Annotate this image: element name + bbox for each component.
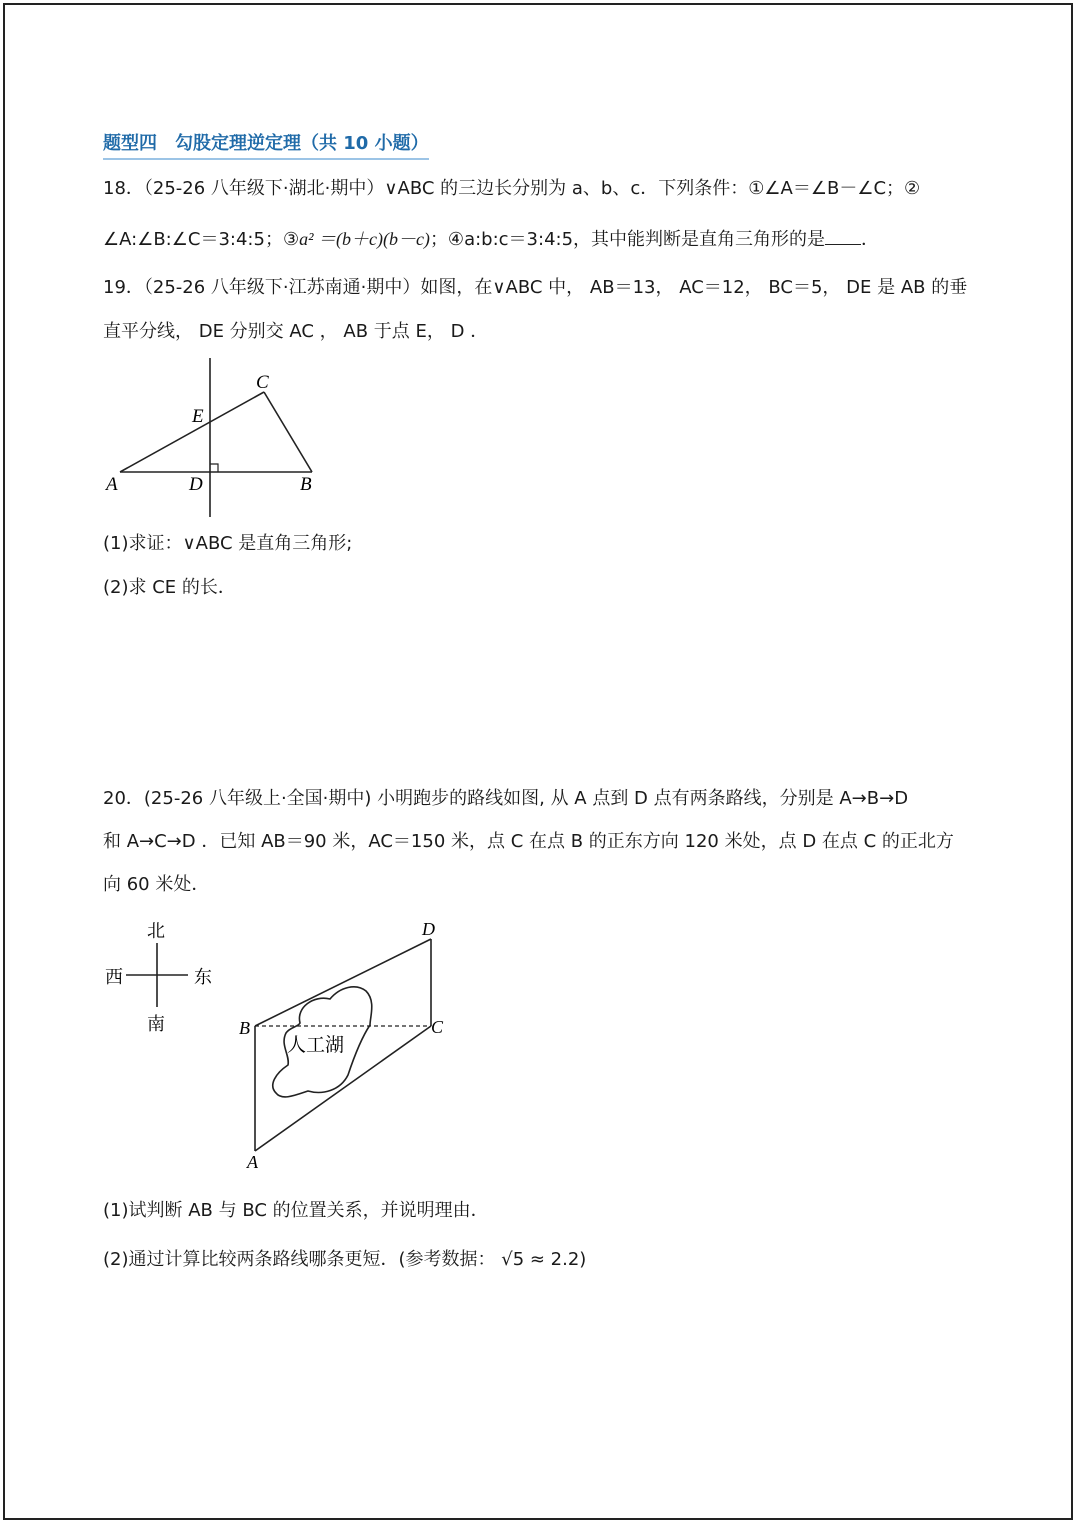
label-D: D: [189, 474, 203, 495]
compass-west-label: 西: [105, 967, 123, 987]
q20-line2: 和 A→C→D ．已知 AB＝90 米，AC＝150 米，点 C 在点 B 的正东方向 120 米处，点 D 在点 C 的正北方: [103, 831, 954, 852]
section-heading: 题型四 勾股定理逆定理（共 10 小题）: [103, 132, 429, 160]
q20-sub1: (1)试判断 AB 与 BC 的位置关系，并说明理由．: [103, 1200, 489, 1221]
ac-segment: [120, 392, 264, 472]
q18-formula: a² ＝(b＋c)(b－c): [299, 229, 430, 249]
q19-line2: 直平分线， DE 分别交 AC ， AB 于点 E， D ．: [103, 321, 489, 342]
right-angle-mark: [210, 464, 218, 472]
q20-line1: 20．(25-26 八年级上·全国·期中) 小明跑步的路线如图, 从 A 点到 D 点有两条路线，分别是 A→B→D: [103, 788, 909, 809]
q20-compass-figure: [100, 915, 220, 1040]
label-C: C: [256, 372, 269, 393]
label-B: B: [239, 1018, 250, 1038]
compass-south-label: 南: [147, 1014, 165, 1034]
q18-line2: [103, 226, 879, 252]
route-bd: [255, 939, 431, 1026]
compass-north-label: 北: [147, 921, 165, 941]
q19-line1: 19．（25-26 八年级下·江苏南通·期中）如图，在∨ABC 中， AB＝13， AC＝12， BC＝5， DE 是 AB 的垂: [103, 277, 968, 298]
q18-line2-c: ；④a:b:c＝3:4:5，其中能判断是直角三角形的是: [429, 229, 826, 250]
q20-sub2: (2)通过计算比较两条路线哪条更短．(参考数据： √5 ≈ 2.2): [103, 1249, 587, 1270]
q19-sub1: (1)求证：∨ABC 是直角三角形;: [103, 533, 353, 554]
label-A: A: [247, 1152, 258, 1172]
q18-line1: 18．（25-26 八年级下·湖北·期中）∨ABC 的三边长分别为 a、b、c．下列条件：①∠A＝∠B－∠C；②: [103, 178, 921, 199]
q19-triangle-figure: [100, 355, 330, 525]
q18-line2-a: ∠A:∠B:∠C＝3:4:5；③: [103, 229, 300, 250]
bc-segment: [264, 392, 312, 472]
label-E: E: [192, 406, 204, 427]
q18-line2-end: ．: [861, 229, 880, 250]
label-B: B: [300, 474, 312, 495]
lake-label: 人工湖: [287, 1035, 345, 1056]
q20-line3: 向 60 米处．: [103, 874, 210, 895]
label-D: D: [422, 919, 435, 939]
q20-route-figure: [230, 915, 460, 1175]
label-C: C: [431, 1017, 444, 1037]
q18-answer-blank: [825, 226, 861, 245]
label-A: A: [106, 474, 118, 495]
q19-sub2: (2)求 CE 的长．: [103, 577, 236, 598]
compass-east-label: 东: [194, 967, 212, 987]
